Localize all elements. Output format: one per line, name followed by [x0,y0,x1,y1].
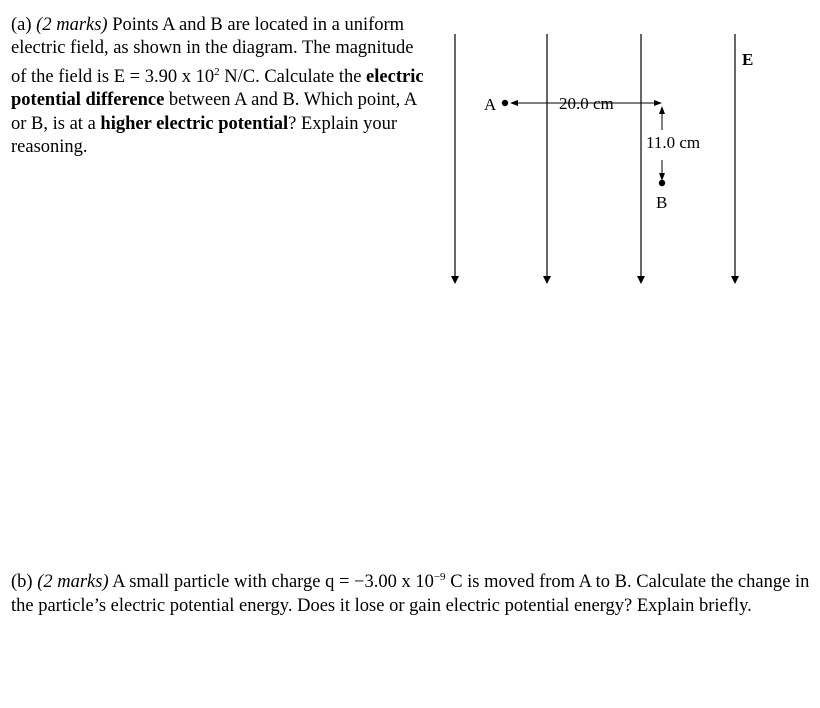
question-b-text [11,566,811,618]
point-b-dot [659,180,665,186]
question-part-b [11,566,811,618]
part-a-text-2: N/C. Calculate the [219,66,367,87]
vertical-distance-label: 11.0 cm [646,133,701,152]
part-a-label: (a) [11,15,32,35]
part-b-marks: (2 marks) [37,572,109,593]
horizontal-distance-label: 20.0 cm [559,94,614,113]
part-a-bold-2: higher electric potential [100,113,289,134]
field-label-e: E [742,50,754,69]
part-a-bold-1: electric potential difference [11,66,424,111]
part-a-text-4: ? Explain your reasoning. [11,113,398,158]
part-a-text-1: Points A and B are located in a uniform electric field, as shown in the diagram. The magnitude of the field is E = 3.90 x 10 [11,15,414,87]
field-lines [451,34,739,284]
point-a-dot [502,100,508,106]
horizontal-dimension-arrow-left [510,100,518,106]
part-a-exponent: 2 [214,65,220,78]
field-line-3-arrow [637,276,645,284]
part-a-text-3: between A and B. Which point, A or B, is at a [11,90,417,134]
part-b-text-2: C is moved from A to B. Calculate the change in the particle’s electric potential energy. Does it lose or gain electric potential energy? Explain briefly. [11,572,810,616]
horizontal-dimension-arrow-right [654,100,662,106]
field-line-1-arrow [451,276,459,284]
point-a-label: A [484,95,497,114]
part-a-marks: (2 marks) [36,15,108,35]
part-b-label: (b) [11,572,33,593]
point-b-label: B [656,193,668,212]
part-b-text-1: A small particle with charge q = −3.00 x 10 [108,572,434,593]
vertical-dimension-arrow-top [659,106,665,114]
field-line-2-arrow [543,276,551,284]
part-b-exponent: −9 [433,571,446,583]
field-line-4-arrow [731,276,739,284]
